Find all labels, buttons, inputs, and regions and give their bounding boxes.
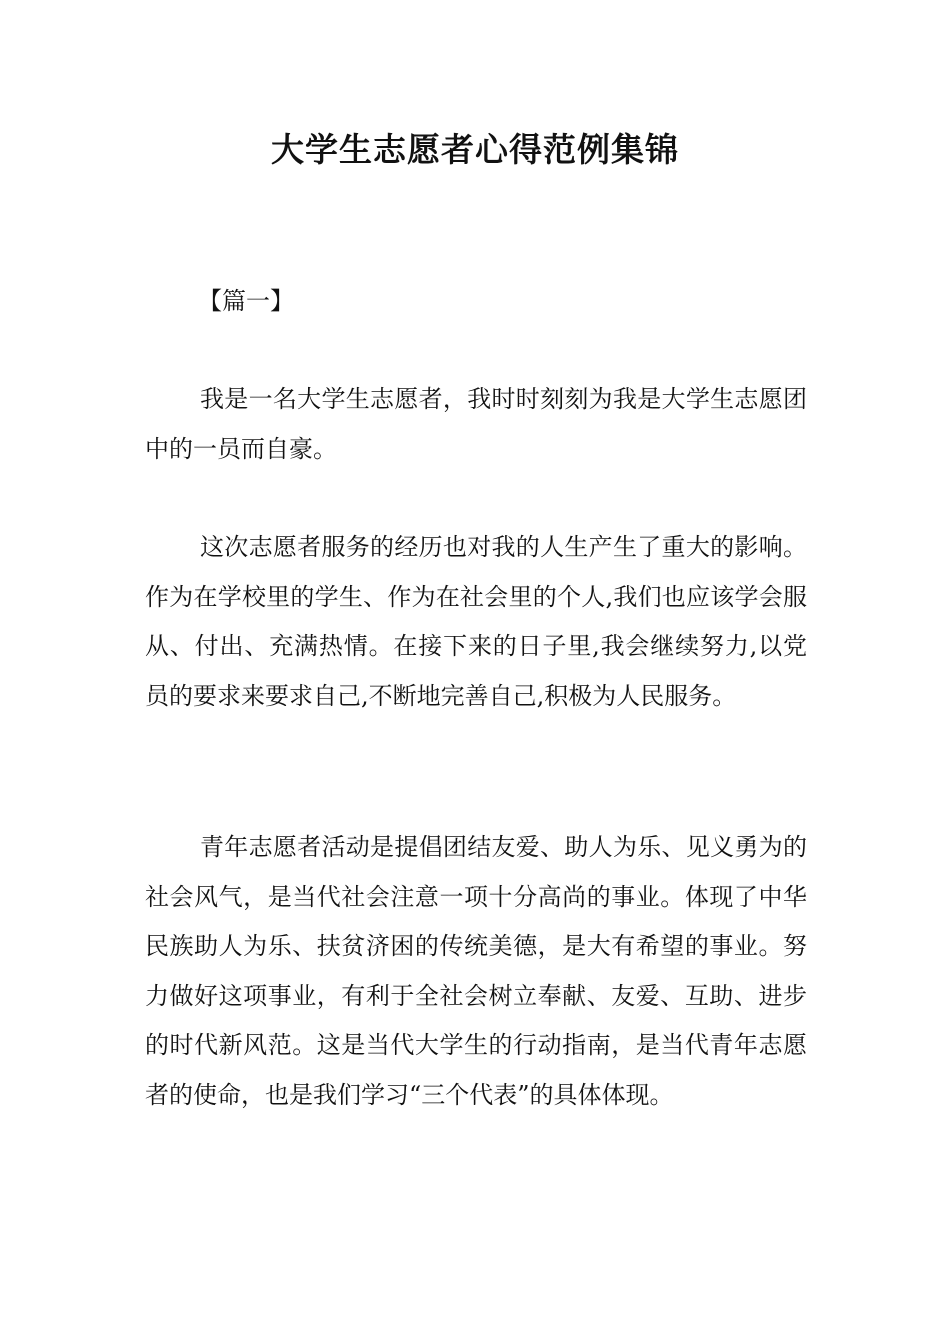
paragraph-1: 我是一名大学生志愿者，我时时刻刻为我是大学生志愿团中的一员而自豪。 — [145, 385, 807, 463]
paragraph-2: 这次志愿者服务的经历也对我的人生产生了重大的影响。作为在学校里的学生、作为在社会里的个人,我们也应该学会服从、付出、充满热情。在接下来的日子里,我会继续努力,以党员的要求来要求自己,不断地完善自己,积极为人民服务。 — [145, 533, 807, 710]
section-label: 【篇一】 — [198, 287, 294, 315]
paragraph-3: 青年志愿者活动是提倡团结友爱、助人为乐、见义勇为的社会风气，是当代社会注意一项十分高尚的事业。体现了中华民族助人为乐、扶贫济困的传统美德，是大有希望的事业。努力做好这项事业，有利于全社会树立奉献、友爱、互助、进步的时代新风范。这是当代大学生的行动指南，是当代青年志愿者的使命，也是我们学习“三个代表”的具体体现。 — [145, 833, 807, 1109]
document-title: 大学生志愿者心得范例集锦 — [271, 130, 679, 169]
